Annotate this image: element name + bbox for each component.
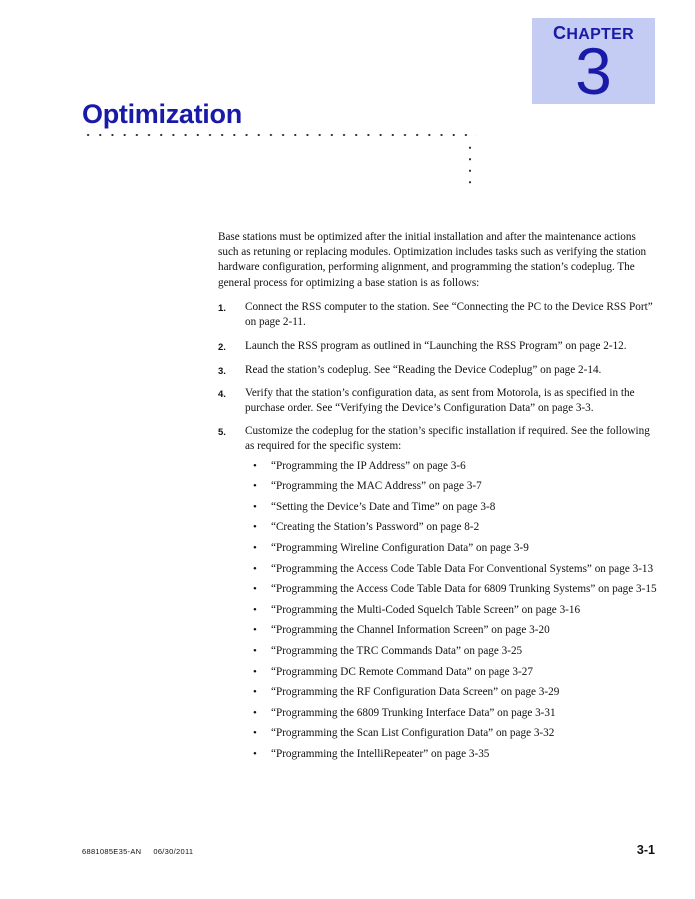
- bullet-icon: •: [253, 644, 257, 657]
- subitem: [245, 726, 658, 741]
- footer-date: 06/30/2011: [153, 847, 194, 856]
- bullet-icon: •: [253, 706, 257, 719]
- subitem-link[interactable]: “Programming the Multi-Coded Squelch Table Screen” on page 3-16: [271, 603, 581, 616]
- subitem-link[interactable]: “Creating the Station’s Password” on page 8-2: [271, 521, 480, 534]
- subitem-link[interactable]: “Setting the Device’s Date and Time” on page 3-8: [271, 500, 496, 513]
- step-text: Launch the RSS program as outlined in “Launching the RSS Program” on page 2-12.: [245, 340, 627, 353]
- bullet-icon: •: [253, 686, 257, 699]
- subitem: [245, 644, 658, 659]
- step-text: Customize the codeplug for the station’s specific installation if required. See the following as required for the specific system:: [245, 425, 650, 453]
- step-item: [218, 339, 658, 354]
- bullet-icon: •: [253, 480, 257, 493]
- chapter-number: 3: [575, 34, 612, 108]
- step-text: Connect the RSS computer to the station. See “Connecting the PC to the Device RSS Port” on page 2-11.: [245, 301, 653, 329]
- subitem-link[interactable]: “Programming the Access Code Table Data for 6809 Trunking Systems” on page 3-15: [271, 583, 657, 596]
- step-item: [218, 424, 658, 762]
- step-number: 5.: [218, 427, 226, 439]
- intro-paragraph: Base stations must be optimized after the initial installation and after the maintenance actions such as retuning or replacing modules. Optimization includes tasks such as verifying the station hardware configuration, performing alignment, and programming the station’s codeplug. The general process for optimizing a base station is as follows:: [218, 231, 647, 289]
- page-number: 3-1: [636, 843, 655, 857]
- chapter-badge: [532, 18, 655, 108]
- step-number: 3.: [218, 365, 226, 377]
- subitem-link[interactable]: “Programming the IP Address” on page 3-6: [271, 459, 466, 472]
- steps-list: [218, 300, 658, 768]
- step-text: Read the station’s codeplug. See “Reading the Device Codeplug” on page 2-14.: [245, 363, 602, 376]
- subitem-link[interactable]: “Programming the RF Configuration Data Screen” on page 3-29: [271, 686, 560, 699]
- bullet-icon: •: [253, 562, 257, 575]
- subitems-list: [245, 459, 658, 763]
- subitem-link[interactable]: “Programming the MAC Address” on page 3-7: [271, 480, 482, 493]
- subitem-link[interactable]: “Programming the Channel Information Screen” on page 3-20: [271, 624, 550, 637]
- subitem: [245, 623, 658, 638]
- subitem: [245, 520, 658, 535]
- subitem-link[interactable]: “Programming the TRC Commands Data” on page 3-25: [271, 644, 523, 657]
- subitem: [245, 500, 658, 515]
- step-number: 2.: [218, 342, 226, 354]
- dotted-rule-horizontal: [82, 130, 477, 140]
- bullet-icon: •: [253, 727, 257, 740]
- subitem: [245, 685, 658, 700]
- step-item: [218, 363, 658, 378]
- bullet-icon: •: [253, 542, 257, 554]
- bullet-icon: •: [253, 521, 257, 534]
- footer-doc-info: [82, 847, 193, 856]
- step-item: [218, 386, 658, 416]
- subitem: [245, 747, 658, 762]
- bullet-icon: •: [253, 459, 257, 472]
- bullet-icon: •: [253, 747, 257, 760]
- subitem: [245, 706, 658, 721]
- footer-doc-id: 6881085E35-AN: [82, 847, 142, 856]
- subitem: [245, 541, 658, 556]
- step-number: 4.: [218, 388, 226, 400]
- subitem-link[interactable]: “Programming the 6809 Trunking Interface Data” on page 3-31: [271, 706, 556, 719]
- bullet-icon: •: [253, 583, 257, 596]
- page-title: Optimization: [82, 99, 242, 129]
- subitem-link[interactable]: “Programming the Scan List Configuration Data” on page 3-32: [271, 727, 555, 740]
- subitem: [245, 562, 658, 577]
- step-item: [218, 300, 658, 330]
- dotted-rule-vertical: [465, 142, 475, 188]
- subitem: [245, 479, 658, 494]
- bullet-icon: •: [253, 665, 257, 678]
- subitem-link[interactable]: “Programming DC Remote Command Data” on page 3-27: [271, 665, 533, 678]
- subitem-link[interactable]: “Programming the Access Code Table Data For Conventional Systems” on page 3-13: [271, 562, 654, 575]
- chapter-label: CHAPTER: [553, 23, 634, 43]
- step-number: 1.: [218, 303, 226, 314]
- bullet-icon: •: [253, 624, 257, 637]
- bullet-icon: •: [253, 500, 257, 513]
- step-text: Verify that the station’s configuration data, as sent from Motorola, is as specified in the purchase order. See “Verifying the Device’s Configuration Data” on page 3-3.: [245, 386, 635, 415]
- subitem: [245, 603, 658, 618]
- subitem-link[interactable]: “Programming the IntelliRepeater” on page 3-35: [271, 747, 490, 760]
- subitem-link[interactable]: “Programming Wireline Configuration Data” on page 3-9: [271, 542, 529, 554]
- subitem: [245, 665, 658, 680]
- bullet-icon: •: [253, 603, 257, 616]
- subitem: [245, 582, 658, 597]
- subitem: [245, 459, 658, 474]
